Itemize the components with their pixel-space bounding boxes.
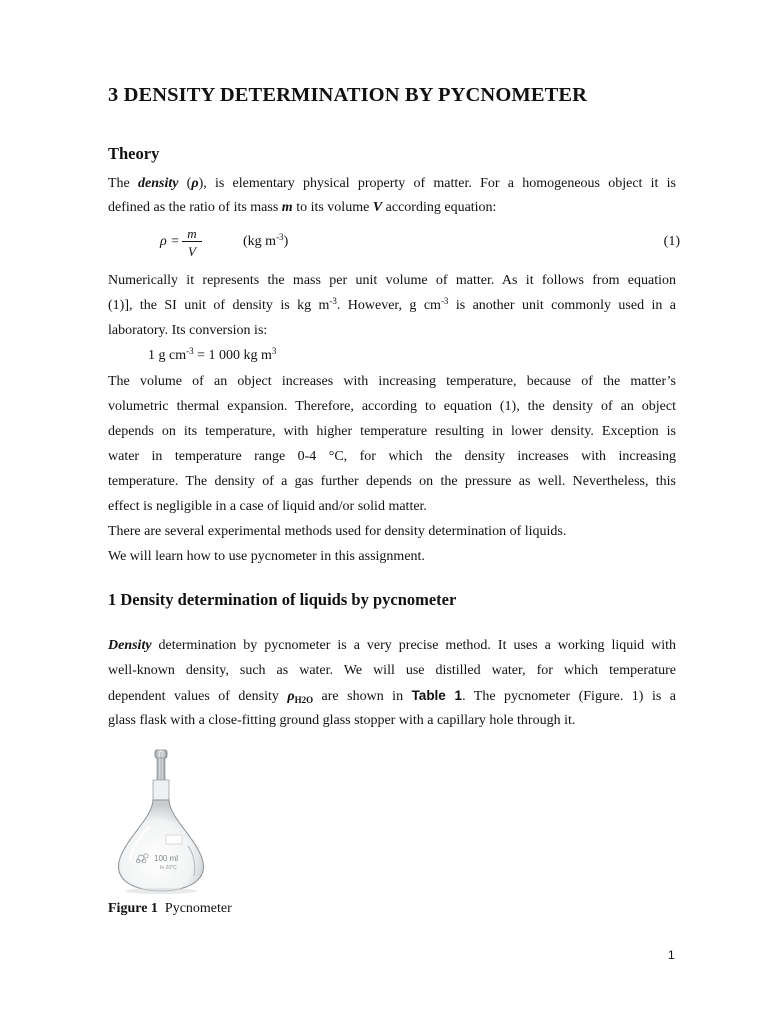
flask-temperature-label: In 20°C [160,865,177,871]
paragraph-line: glass flask with a close-fitting ground glass stopper with a capillary hole through it. [108,713,576,728]
paragraph-line: The density (ρ), is elementary physical property of matter. For a homogeneous object it is [108,176,677,191]
rho-symbol: ρ [191,176,199,191]
table-reference: Table 1 [411,688,463,703]
paragraph-line: temperature. The density of a gas further depends on the pressure as well. Nevertheless, this [108,474,676,489]
paragraph-line: Density determination by pycnometer is a very precise method. It uses a working liquid with [108,638,676,653]
density-term: density [138,176,179,191]
paragraph-line: (1)], the SI unit of density is kg $m^{-3}$. However, g $cm^{-3}$ is another unit commonly used in a [108,296,676,313]
equation-units: (kg $m^{-3}$) [243,232,289,249]
figure-caption [108,901,232,917]
paragraph-line: volumetric thermal expansion. Therefore, according to equation (1), the density of an object [108,399,676,414]
pycnometer-image [108,748,220,896]
pycnometer-figure [108,748,220,896]
paragraph-line: There are several experimental methods used for density determination of liquids. [108,524,567,539]
paragraph-line: depends on its temperature, with higher temperature resulting in lower density. Exception is [108,424,676,439]
paragraph-line: defined as the ratio of its mass m to its volume V according equation: [108,200,497,215]
flask-volume-label: 100 ml [154,854,179,863]
mass-volume-fraction: m V [182,226,202,258]
page-title: 3 DENSITY DETERMINATION BY PYCNOMETER [108,84,588,106]
section-heading: 1 Density determination of liquids by pycnometer [108,590,457,609]
figure-label: Figure 1 [108,901,158,916]
equation-lhs: ρ = [160,234,180,249]
unit-conversion: 1 g $cm^{-3} = 1$ 000 kg $m^3$ [148,346,277,363]
page-number: 1 [668,948,675,962]
paragraph-line: laboratory. Its conversion is: [108,323,268,338]
paragraph-line: The volume of an object increases with increasing temperature, because of the matter’s [108,374,676,389]
paragraph-line: Numerically it represents the mass per unit volume of matter. As it follows from equation [108,273,676,288]
density-equation [160,226,680,260]
paragraph-line: water in temperature range 0-4 °C, for which the density increases with increasing [108,449,676,464]
figure-caption-text: Pycnometer [164,901,232,916]
paragraph-line: We will learn how to use pycnometer in this assignment. [108,549,425,564]
paragraph-line: dependent values of density $\rho_{H2O}$ are shown in Table 1. The pycnometer (Figure. 1) is a [108,688,676,705]
paragraph-line: well-known density, such as water. We will use distilled water, for which temperature [108,663,676,678]
theory-heading: Theory [108,144,160,163]
equation-number: (1) [663,234,680,249]
paragraph-line: effect is negligible in a case of liquid and/or solid matter. [108,499,427,514]
